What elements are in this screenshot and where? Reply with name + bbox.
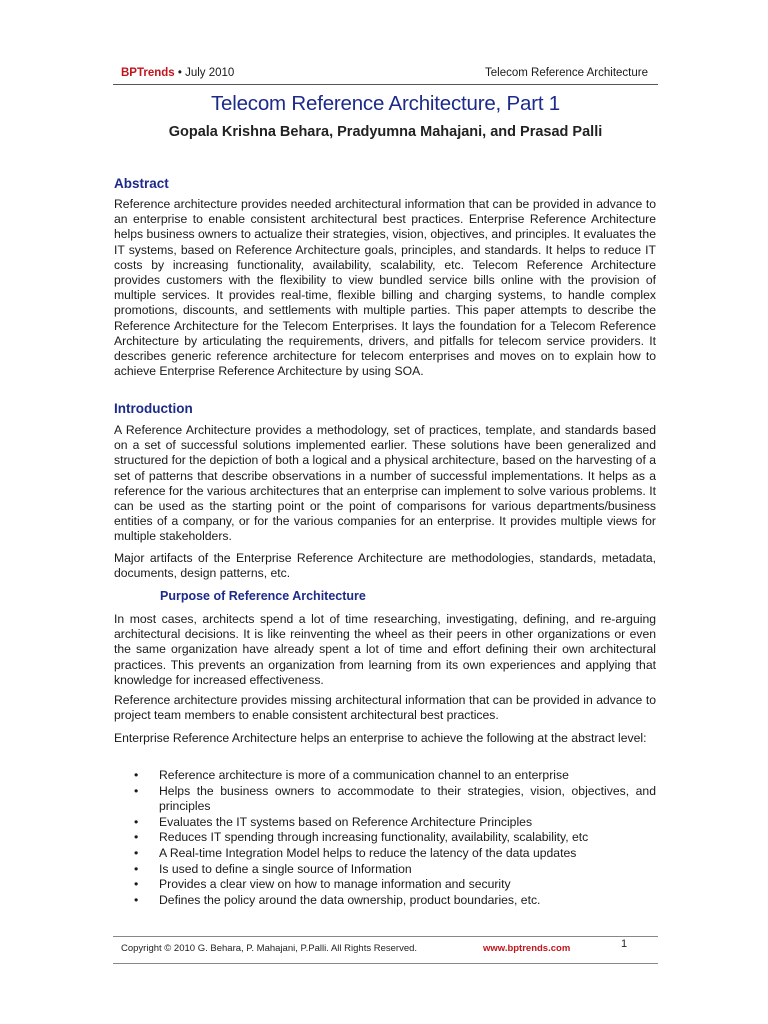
document-authors: Gopala Krishna Behara, Pradyumna Mahajani, and Prasad Palli bbox=[168, 124, 603, 140]
list-item: • A Real-time Integration Model helps to reduce the latency of the data updates bbox=[134, 846, 577, 861]
footer-copyright: Copyright © 2010 G. Behara, P. Mahajani, P.Palli. All Rights Reserved. bbox=[121, 943, 418, 954]
abstract-heading: Abstract bbox=[114, 176, 169, 191]
list-item: • Is used to define a single source of Information bbox=[134, 861, 412, 876]
list-item: • Defines the policy around the data ownership, product boundaries, etc. bbox=[134, 893, 541, 908]
purpose-paragraph-3: Enterprise Reference Architecture helps an enterprise to achieve the following at the abstract level: bbox=[114, 731, 647, 745]
list-item: • Evaluates the IT systems based on Reference Architecture Principles bbox=[134, 814, 533, 829]
bullet-icon: • bbox=[134, 877, 139, 892]
purpose-bullet-list bbox=[114, 768, 656, 909]
introduction-paragraph-2: Major artifacts of the Enterprise Reference Architecture are methodologies, standards, metadata, documents, design patterns, etc. bbox=[114, 551, 656, 581]
purpose-paragraph-1: In most cases, architects spend a lot of time researching, investigating, defining, and re-arguing architectural decisions. It is like reinventing the wheel as their peers in other organizations or even the same organization have already spent a lot of time and effort defining their own architectural practices. This prevents an organization from learning from its own experiences and applying that knowledge for increased effectiveness. bbox=[114, 612, 656, 687]
abstract-body: Reference architecture provides needed architectural information that can be provided in advance to an enterprise to enable consistent architectural best practices. Enterprise Reference Architecture helps business owners to actualize their strategies, vision, objectives, and principles. It evaluates the IT systems, based on Reference Architecture goals, principles, and standards. It helps to reduce IT costs by increasing functionality, availability, scalability, etc. Telecom Reference Architecture provides customers with the flexibility to view bundled service bills online with the provision of multiple services. It provides real-time, flexible billing and charging systems, to handle complex promotions, discounts, and settlements with multiple parties. This paper attempts to describe the Reference Architecture for the Telecom Enterprises. It lays the foundation for a Telecom Reference Architecture by articulating the requirements, drivers, and pitfalls for telecom service providers. It describes generic reference architecture for telecom enterprises and moves on to explain how to achieve Enterprise Reference Architecture by using SOA. bbox=[114, 197, 656, 379]
header-brand: BPTrends bbox=[121, 67, 175, 79]
introduction-paragraph-1: A Reference Architecture provides a methodology, set of practices, template, and standards based on a set of successful solutions implemented earlier. These solutions have been generalized and structured for the depiction of both a logical and a physical architecture, based on the harvesting of a set of patterns that describe observations in a number of successful implementations. It helps as a reference for the various architectures that an enterprise can implement to solve various problems. It can be used as the starting point or the point of comparisons for various departments/business entities of a company, or for the various companies for an enterprise. It provides multiple views for multiple stakeholders. bbox=[114, 423, 656, 544]
list-item: • Reduces IT spending through increasing functionality, availability, scalability, etc bbox=[134, 830, 589, 845]
bullet-icon: • bbox=[134, 861, 139, 876]
page-number: 1 bbox=[621, 938, 628, 950]
bullet-icon: • bbox=[134, 846, 139, 861]
introduction-heading: Introduction bbox=[114, 401, 193, 416]
bullet-icon: • bbox=[134, 893, 139, 908]
document-title: Telecom Reference Architecture, Part 1 bbox=[210, 92, 561, 115]
page-footer bbox=[113, 936, 658, 964]
list-item: • Reference architecture is more of a communication channel to an enterprise bbox=[134, 768, 569, 782]
header-running-title: Telecom Reference Architecture bbox=[485, 67, 648, 79]
bullet-icon: • bbox=[134, 814, 139, 829]
footer-website-link[interactable]: www.bptrends.com bbox=[483, 943, 571, 954]
header-date: • July 2010 bbox=[174, 67, 235, 79]
list-item: • Provides a clear view on how to manage information and security bbox=[134, 877, 511, 892]
bullet-icon: • bbox=[134, 783, 139, 798]
running-header bbox=[113, 64, 658, 85]
header-issue bbox=[121, 67, 234, 79]
purpose-paragraph-2: Reference architecture provides missing architectural information that can be provided in advance to project team members to enable consistent architectural best practices. bbox=[114, 693, 656, 723]
bullet-icon: • bbox=[134, 768, 139, 782]
purpose-heading: Purpose of Reference Architecture bbox=[160, 589, 366, 603]
bullet-icon: • bbox=[134, 830, 139, 845]
list-item: • Helps the business owners to accommodate to their strategies, vision, objectives, and principles bbox=[134, 783, 656, 813]
